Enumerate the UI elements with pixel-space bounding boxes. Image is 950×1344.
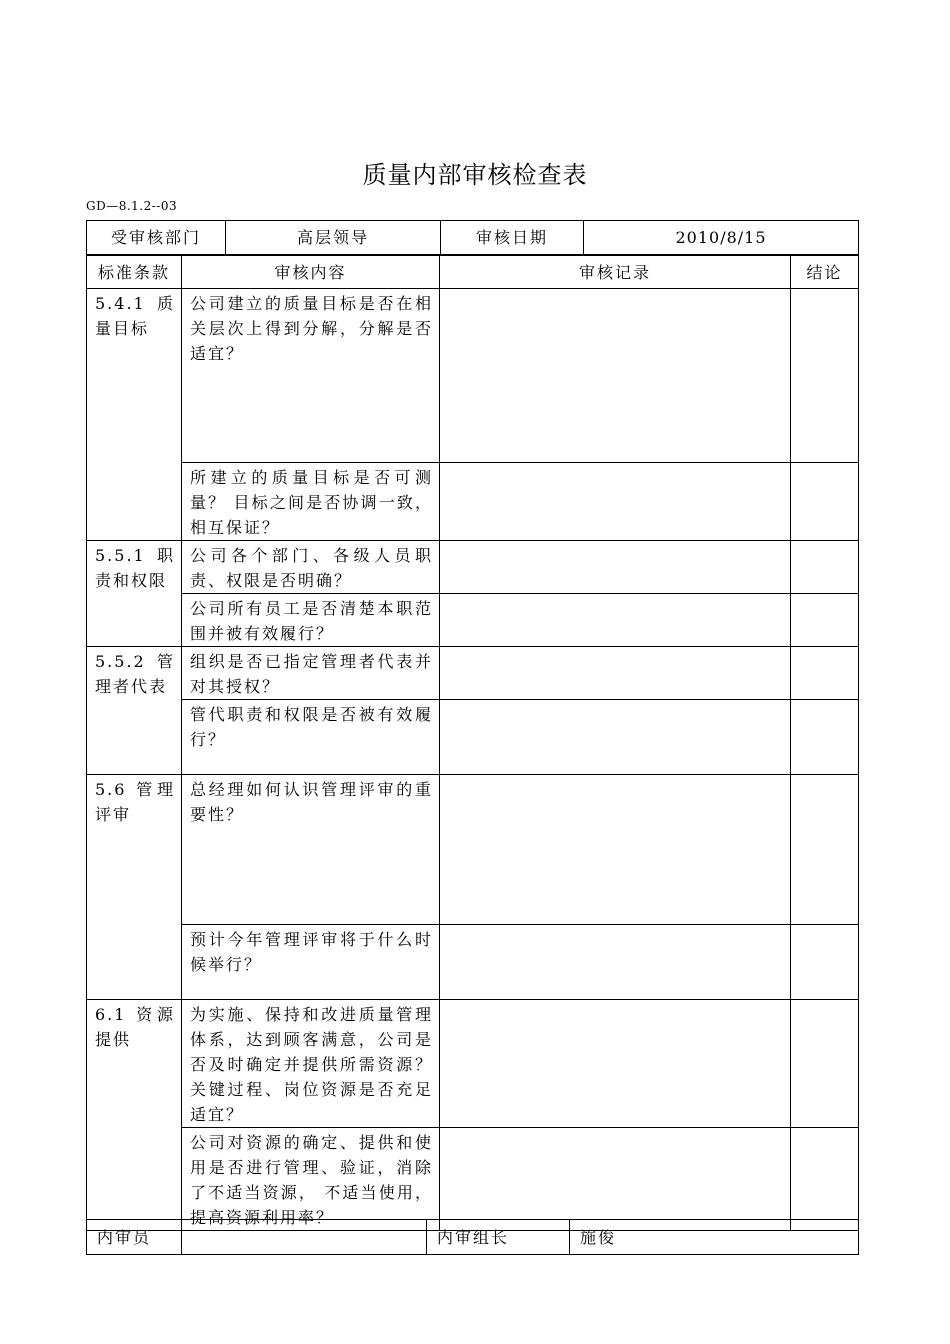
table-row: [87, 463, 859, 541]
conclusion-cell[interactable]: [791, 541, 859, 594]
audit-record-cell[interactable]: [440, 463, 791, 541]
table-row: [87, 541, 859, 594]
document-code: GD—8.1.2--03: [86, 199, 178, 213]
clause-cell: 5.5.1 职责和权限: [87, 541, 182, 647]
document-title: 质量内部审核检查表: [362, 161, 588, 189]
audit-record-cell[interactable]: [440, 541, 791, 594]
audit-question: 公司各个部门、各级人员职责、权限是否明确？: [182, 541, 440, 594]
table-row: [87, 775, 859, 925]
dept-label: 受审核部门: [87, 221, 226, 255]
audit-question: 为实施、保持和改进质量管理体系，达到顾客满意，公司是否及时确定并提供所需资源？关键过程、岗位资源是否充足适宜？: [182, 1000, 440, 1128]
audit-record-cell[interactable]: [440, 647, 791, 700]
audit-question: 公司对资源的确定、提供和使用是否进行管理、验证，消除了不适当资源， 不适当使用，提高资源利用率？: [182, 1128, 440, 1231]
conclusion-cell[interactable]: [791, 289, 859, 463]
column-clause: 标准条款: [87, 256, 182, 289]
audit-question: 管代职责和权限是否被有效履行？: [182, 700, 440, 775]
table-row: [87, 1128, 859, 1231]
table-row: [87, 1000, 859, 1128]
audit-date-value: 2010/8/15: [584, 221, 859, 255]
clause-cell: 6.1 资源提供: [87, 1000, 182, 1231]
audit-question: 预计今年管理评审将于什么时候举行？: [182, 925, 440, 1000]
audit-question: 公司建立的质量目标是否在相关层次上得到分解，分解是否适宜？: [182, 289, 440, 463]
conclusion-cell[interactable]: [791, 1000, 859, 1128]
conclusion-cell[interactable]: [791, 775, 859, 925]
table-row: [87, 594, 859, 647]
conclusion-cell[interactable]: [791, 925, 859, 1000]
column-conclusion: 结论: [791, 256, 859, 289]
conclusion-cell[interactable]: [791, 463, 859, 541]
auditor-label: 内审员: [87, 1220, 182, 1255]
audit-record-cell[interactable]: [440, 925, 791, 1000]
clause-cell: 5.6 管理评审: [87, 775, 182, 1000]
column-record: 审核记录: [440, 256, 791, 289]
audit-record-cell[interactable]: [440, 1128, 791, 1231]
table-row: [87, 700, 859, 775]
audit-record-cell[interactable]: [440, 775, 791, 925]
table-row: [87, 647, 859, 700]
dept-value: 高层领导: [226, 221, 441, 255]
lead-auditor-label: 内审组长: [427, 1220, 570, 1255]
conclusion-cell[interactable]: [791, 647, 859, 700]
audit-question: 公司所有员工是否清楚本职范围并被有效履行？: [182, 594, 440, 647]
audit-record-cell[interactable]: [440, 594, 791, 647]
table-row: [87, 289, 859, 463]
audit-record-cell[interactable]: [440, 1000, 791, 1128]
audit-header-table: [86, 220, 859, 255]
conclusion-cell[interactable]: [791, 1128, 859, 1231]
audit-record-cell[interactable]: [440, 289, 791, 463]
signature-table: [86, 1219, 859, 1255]
clause-cell: 5.5.2 管理者代表: [87, 647, 182, 775]
audit-header-row: [87, 221, 859, 255]
column-header-row: [87, 256, 859, 289]
audit-record-cell[interactable]: [440, 700, 791, 775]
conclusion-cell[interactable]: [791, 700, 859, 775]
audit-question: 总经理如何认识管理评审的重要性？: [182, 775, 440, 925]
audit-question: 所建立的质量目标是否可测量？ 目标之间是否协调一致，相互保证？: [182, 463, 440, 541]
signature-row: [87, 1220, 859, 1255]
lead-auditor-field[interactable]: 施俊: [570, 1220, 859, 1255]
conclusion-cell[interactable]: [791, 594, 859, 647]
column-content: 审核内容: [182, 256, 440, 289]
audit-date-label: 审核日期: [441, 221, 584, 255]
audit-question: 组织是否已指定管理者代表并对其授权？: [182, 647, 440, 700]
auditor-field[interactable]: [182, 1220, 427, 1255]
clause-cell: 5.4.1 质量目标: [87, 289, 182, 541]
table-row: [87, 925, 859, 1000]
checklist-table: [86, 255, 859, 1231]
